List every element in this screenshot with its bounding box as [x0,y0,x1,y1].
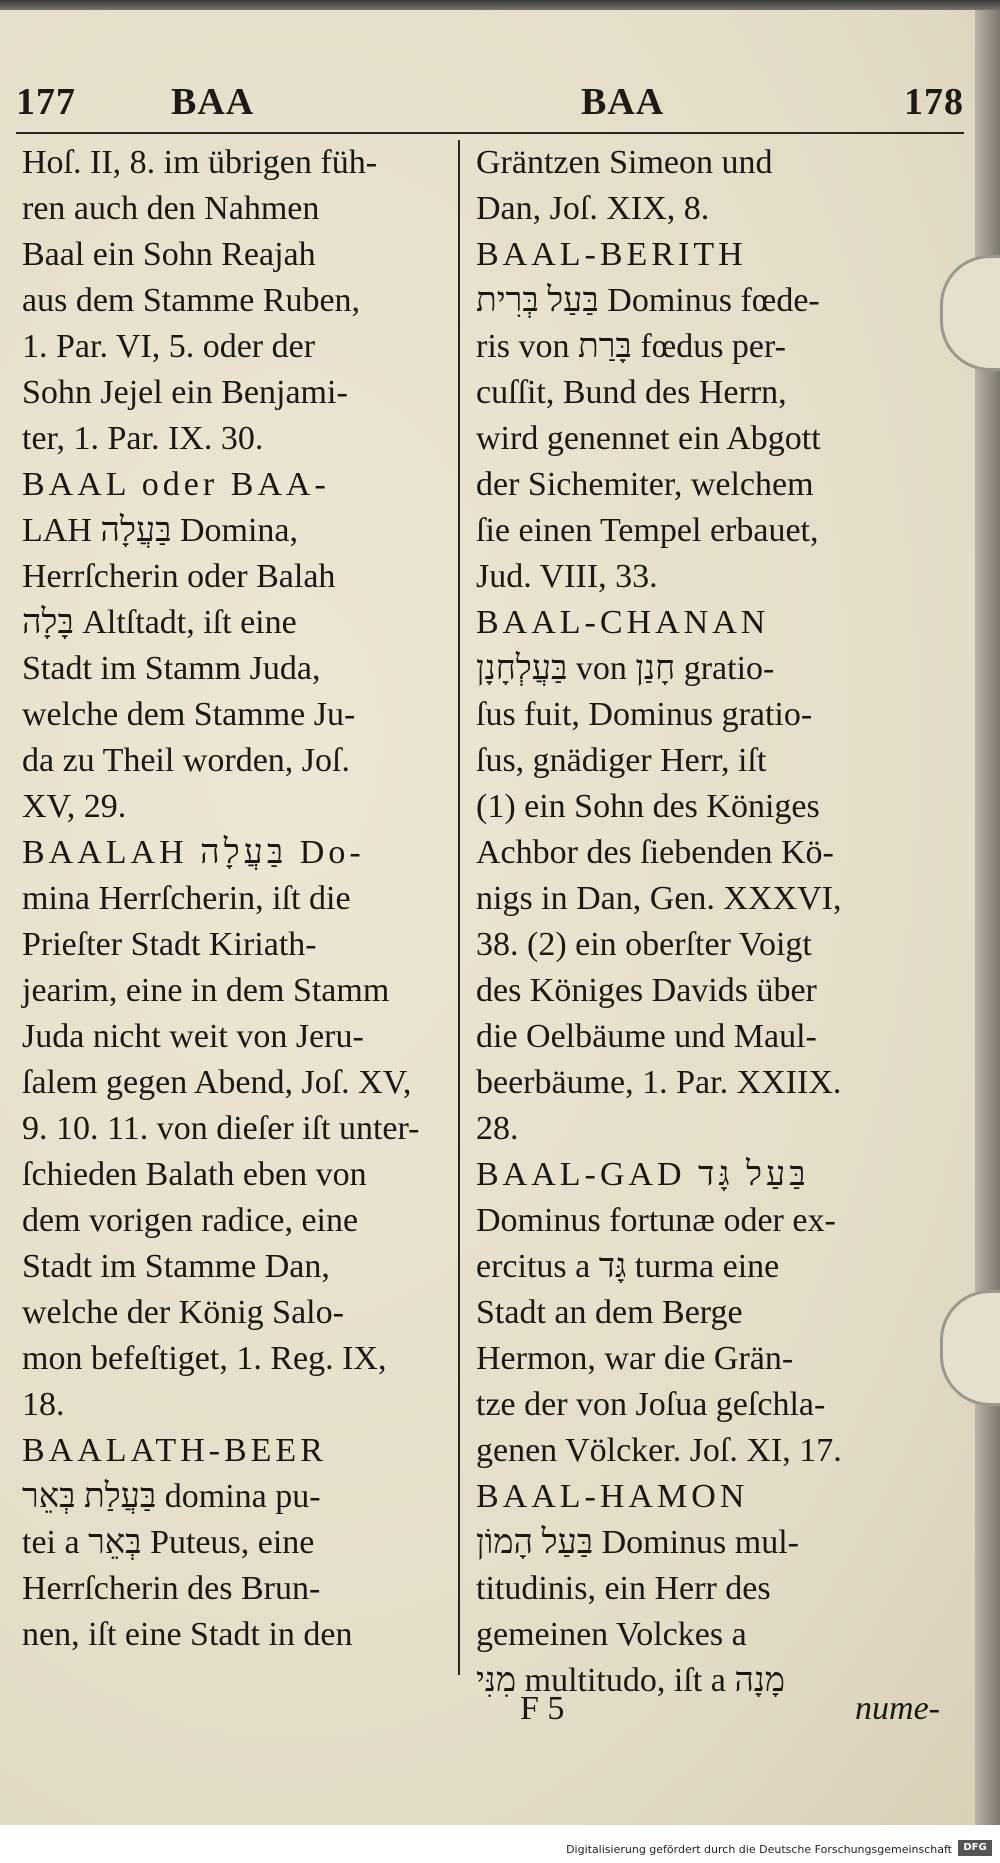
text-line: genen Völcker. Joſ. XI, 17. [476,1432,842,1469]
text-line: בַּעֲלַת בְּאֵר domina pu- [22,1478,321,1515]
entry-heading-baal-berith: BAAL-BERITH [476,236,747,273]
text-line: 38. (2) ein oberſter Voigt [476,926,812,963]
text-line: Prieſter Stadt Kiriath- [22,926,317,963]
entry-heading-baal: BAAL oder BAA- [22,466,330,503]
text-line: cuſſit, Bund des Herrn, [476,374,787,411]
text-line: Achbor des ſiebenden Kö- [476,834,834,871]
text-line: die Oelbäume und Maul- [476,1018,817,1055]
text-line: Dan, Joſ. XIX, 8. [476,190,710,227]
text-line: Sohn Jejel ein Benjami- [22,374,348,411]
text-line: ter, 1. Par. IX. 30. [22,420,264,457]
text-line: ſus, gnädiger Herr, iſt [476,742,767,779]
text-line: 18. [22,1386,65,1423]
text-line: welche dem Stamme Ju- [22,696,356,733]
text-line: beerbäume, 1. Par. XXIIX. [476,1064,842,1101]
text-line: der Sichemiter, welchem [476,466,814,503]
text-line: tei a בְּאֵר Puteus, eine [22,1524,315,1561]
entry-heading-baal-chanan: BAAL-CHANAN [476,604,770,641]
text-line: nigs in Dan, Gen. XXXVI, [476,880,842,917]
column-divider [458,140,460,1675]
text-line: mon befeſtiget, 1. Reg. IX, [22,1340,387,1377]
text-line: 28. [476,1110,519,1147]
text-line: gemeinen Volckes a [476,1616,747,1653]
text-line: ſchieden Balath eben von [22,1156,367,1193]
text-line: Baal ein Sohn Reajah [22,236,316,273]
text-line: ercitus a גָּד turma eine [476,1248,780,1285]
text-line: nen, iſt eine Stadt in den [22,1616,353,1653]
text-line: mina Herrſcherin, iſt die [22,880,351,917]
text-line: Herrſcherin oder Balah [22,558,336,595]
text-line: wird genennet ein Abgott [476,420,821,457]
text-line: Stadt an dem Berge [476,1294,743,1331]
entry-heading-baal-hamon: BAAL-HAMON [476,1478,749,1515]
text-line: ſus fuit, Dominus gratio- [476,696,813,733]
text-line: בַּעַל בְּרִית Dominus fœde- [476,282,820,319]
funding-credit: Digitalisierung gefördert durch die Deutsche Forschungsgemeinschaft [566,1843,952,1856]
text-line: Juda nicht weit von Jeru- [22,1018,364,1055]
text-line: ris von בָּרַת fœdus per- [476,328,786,365]
text-line: jearim, eine in dem Stamm [22,972,390,1009]
text-line: 9. 10. 11. von dieſer iſt unter- [22,1110,420,1147]
text-line: Stadt im Stamme Dan, [22,1248,330,1285]
text-line: aus dem Stamme Ruben, [22,282,361,319]
text-line: tze der von Joſua geſchla- [476,1386,826,1423]
entry-heading-baal-gad: BAAL-GAD בַּעַל גָּד [476,1156,810,1193]
text-line: Hoſ. II, 8. im übrigen füh- [22,144,378,181]
text-line: LAH בַּעֲלָה Domina, [22,512,299,549]
left-column [22,140,452,1658]
text-line: (1) ein Sohn des Königes [476,788,820,825]
text-line: ren auch den Nahmen [22,190,320,227]
text-line: ſalem gegen Abend, Joſ. XV, [22,1064,412,1101]
right-column [476,140,936,1704]
text-line: da zu Theil worden, Joſ. [22,742,350,779]
running-header [16,72,964,134]
text-line: ſie einen Tempel erbauet, [476,512,819,549]
text-line: Jud. VIII, 33. [476,558,658,595]
text-line: Gräntzen Simeon und [476,144,773,181]
entry-heading-baalath-beer: BAALATH-BEER [22,1432,327,1469]
text-line: בַּעֲלְחָנָן von חָנַן gratio- [476,650,775,687]
text-line: Stadt im Stamm Juda, [22,650,321,687]
catchword: nume- [855,1690,940,1727]
text-line: Herrſcherin des Brun- [22,1570,321,1607]
text-line: בָּלָה Altſtadt, iſt eine [22,604,297,641]
text-line: Hermon, war die Grän- [476,1340,794,1377]
left-page-number: 177 [16,81,76,123]
text-line: titudinis, ein Herr des [476,1570,771,1607]
text-line: welche der König Salo- [22,1294,344,1331]
text-line: XV, 29. [22,788,127,825]
right-page-number: 178 [904,81,964,123]
left-running-word: BAA [171,81,255,123]
entry-heading-baalah: BAALAH בַּעֲלָה Do- [22,834,365,871]
text-line: des Königes Davids über [476,972,817,1009]
text-line: 1. Par. VI, 5. oder der [22,328,316,365]
signature-mark: F 5 [520,1690,565,1727]
dfg-logo-icon: DFG [958,1840,992,1856]
right-running-word: BAA [581,81,665,123]
text-line: מִנִּי multitudo, iſt a מָנָה [476,1662,786,1699]
text-line: dem vorigen radice, eine [22,1202,359,1239]
text-line: Dominus fortunæ oder ex- [476,1202,836,1239]
text-line: בַּעַל הָמוֹן Dominus mul- [476,1524,800,1561]
